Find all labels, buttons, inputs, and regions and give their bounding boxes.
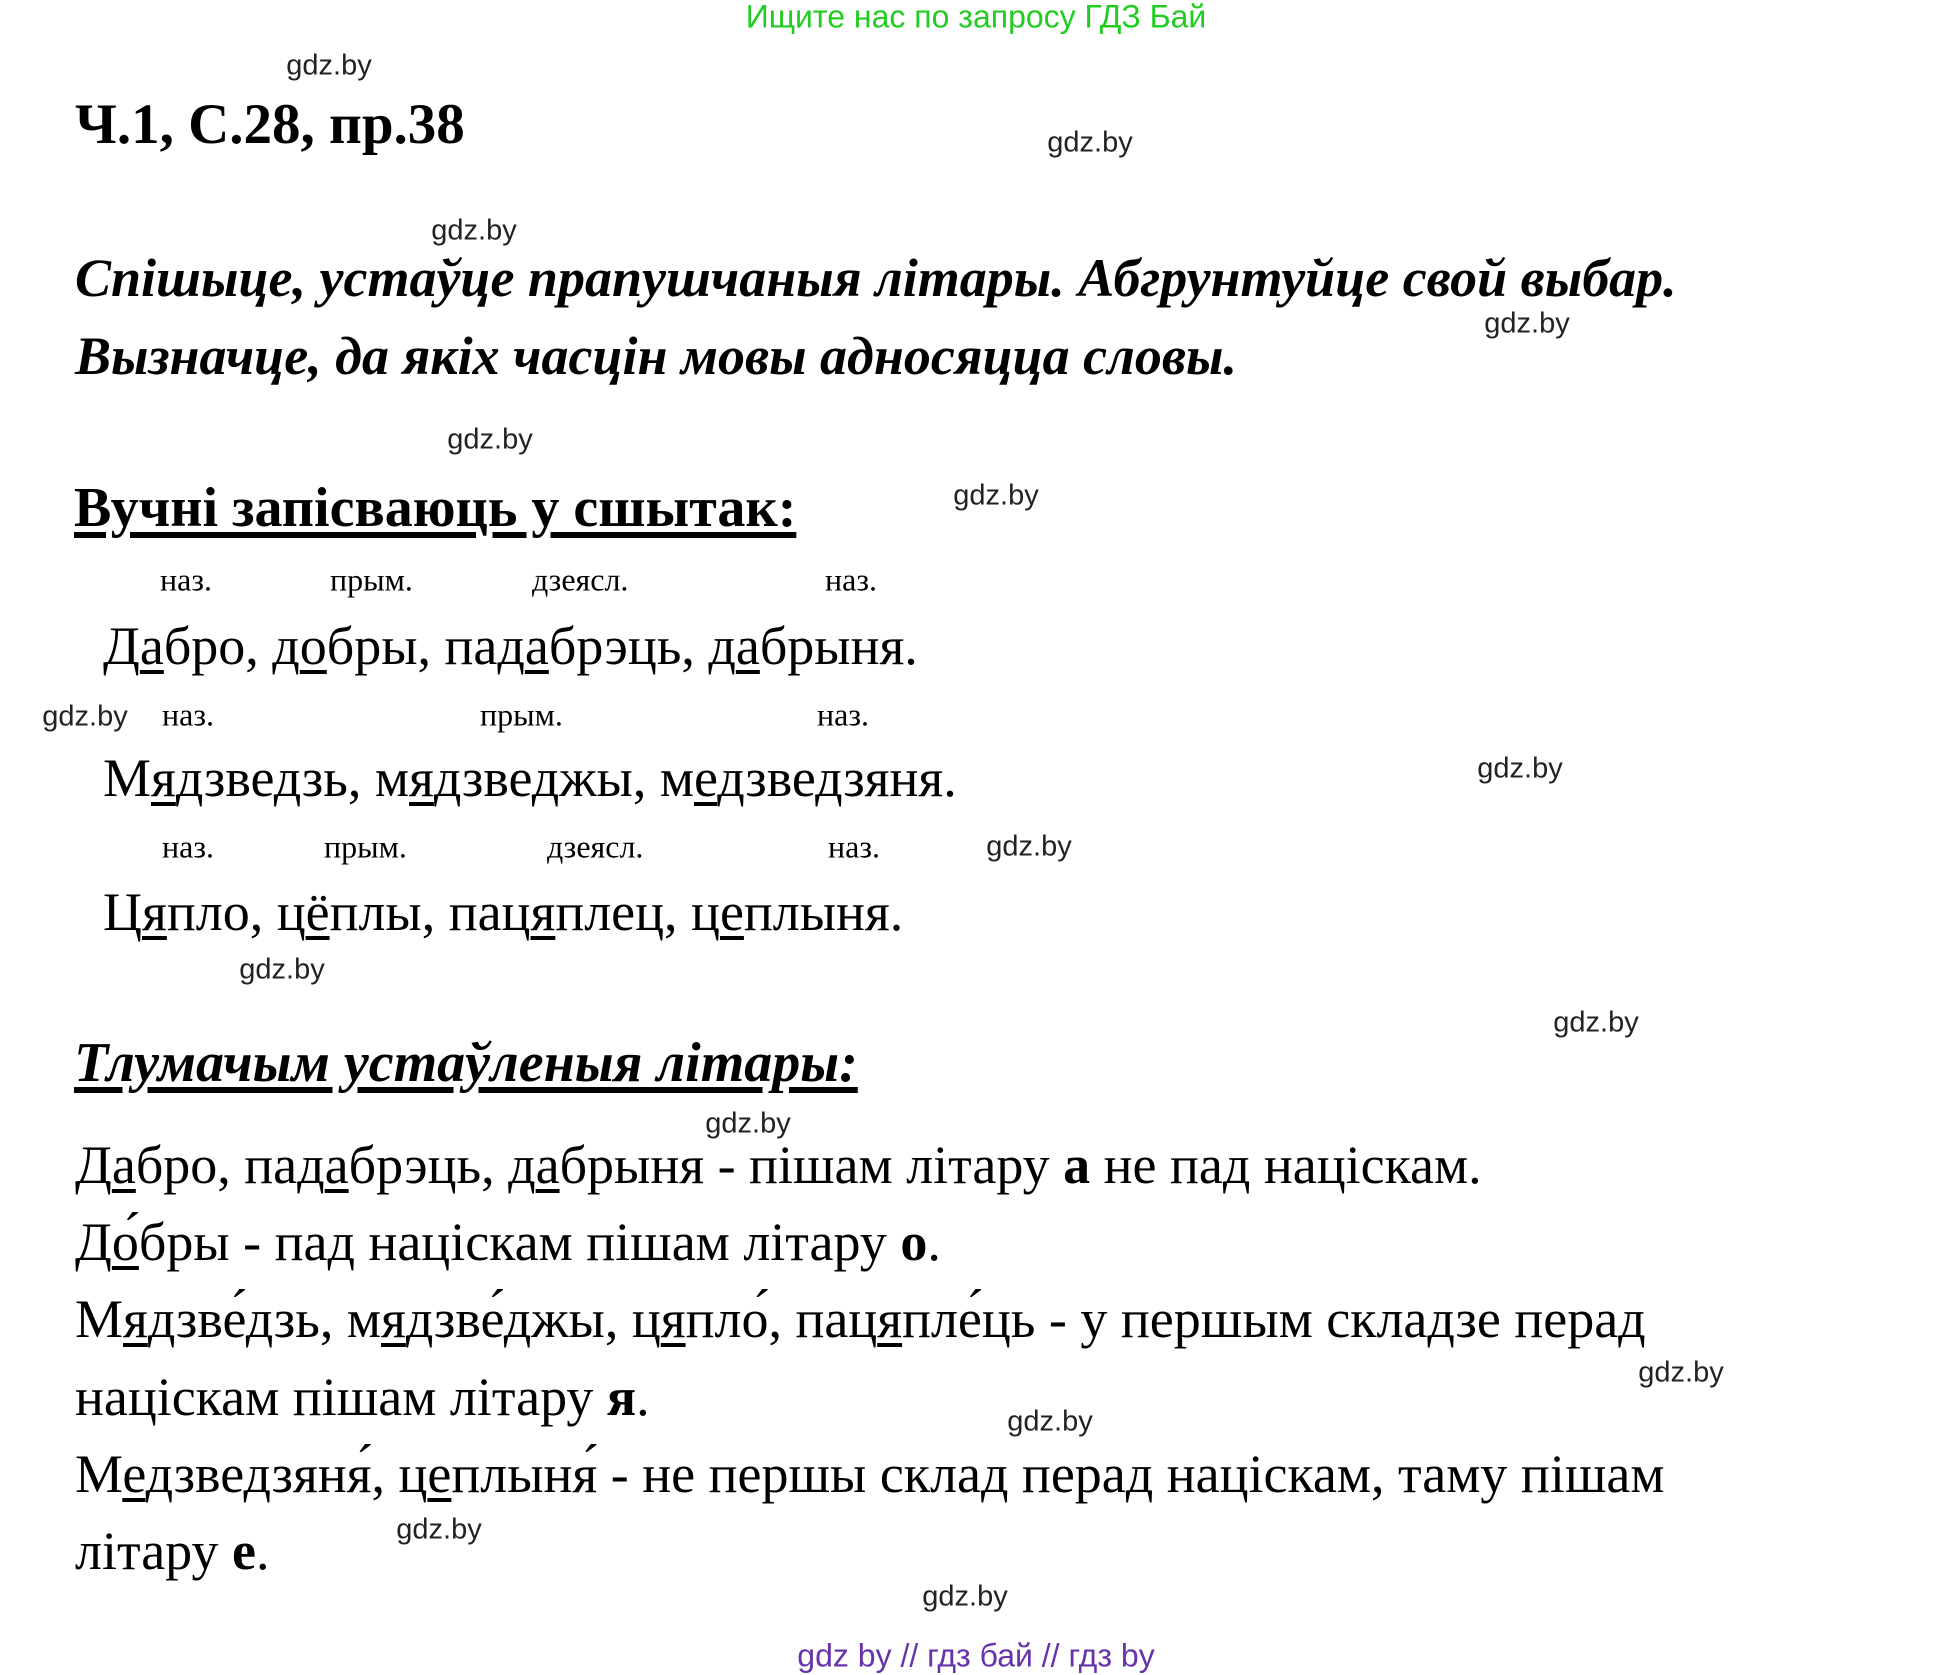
heading-explain: Тлумачым устаўленыя літары:	[74, 1032, 858, 1094]
text-segment: пло́, пац	[685, 1289, 878, 1349]
pos-label: наз.	[817, 696, 869, 733]
pos-label: дзеясл.	[547, 828, 644, 865]
text-segment: націскам пішам літару	[75, 1367, 607, 1427]
inserted-letter: я	[142, 882, 167, 942]
text-segment: брэць, д	[548, 616, 736, 676]
text-segment: бры - пад націскам пішам літару	[138, 1212, 901, 1272]
watermark: gdz.by	[953, 479, 1039, 512]
text-segment: пло, ц	[166, 882, 306, 942]
inserted-letter: а	[324, 1135, 349, 1195]
text-segment: літару	[75, 1521, 232, 1581]
text-segment: М	[75, 1444, 123, 1504]
instruction-line-2: Вызначце, да якіх часцін мовы адносяцца словы.	[75, 326, 1237, 386]
bold-letter: я	[606, 1367, 637, 1427]
text-segment: бры, пад	[326, 616, 525, 676]
pos-label: наз.	[162, 828, 214, 865]
explanation-line	[75, 1443, 1665, 1505]
bold-letter: е	[231, 1521, 256, 1581]
text-segment: Д	[103, 616, 140, 676]
text-segment: брыня.	[759, 616, 918, 676]
inserted-letter: о́	[111, 1212, 139, 1272]
inserted-letter: я	[381, 1289, 406, 1349]
bold-letter: а	[1063, 1135, 1091, 1195]
inserted-letter: е	[427, 1444, 452, 1504]
inserted-letter: о	[299, 616, 327, 676]
pos-label: наз.	[825, 561, 877, 598]
text-segment: .	[636, 1367, 650, 1427]
bold-letter: о	[900, 1212, 928, 1272]
pos-label: наз.	[828, 828, 880, 865]
explanation-line	[75, 1211, 941, 1273]
text-segment: пле́ць - у першым складзе перад	[902, 1289, 1646, 1349]
watermark: gdz.by	[396, 1513, 482, 1546]
inserted-letter: я	[530, 882, 556, 942]
watermark: gdz.by	[986, 830, 1072, 863]
text-segment: М	[103, 748, 152, 808]
watermark: gdz.by	[447, 423, 533, 456]
inserted-letter: а	[735, 616, 760, 676]
instruction-line-1: Спішыце, устаўце прапушчаныя літары. Абгрунтуйце свой выбар.	[75, 248, 1677, 308]
inserted-letter: я	[877, 1289, 903, 1349]
exercise-line-1	[103, 615, 918, 677]
explanation-line	[75, 1520, 269, 1582]
pos-label: прым.	[480, 696, 563, 733]
watermark: gdz.by	[1047, 126, 1133, 159]
text-segment: .	[255, 1521, 270, 1581]
text-segment: дзведжы, м	[433, 748, 695, 808]
inserted-letter: я	[409, 748, 434, 808]
text-segment: бро, д	[163, 616, 300, 676]
inserted-letter: а	[535, 1135, 560, 1195]
text-segment: дзведзяня.	[717, 748, 957, 808]
explanation-line	[75, 1366, 650, 1428]
inserted-letter: ё	[305, 882, 330, 942]
text-segment: брэць, д	[348, 1135, 536, 1195]
watermark: gdz.by	[1007, 1405, 1093, 1438]
inserted-letter: я	[123, 1289, 148, 1349]
watermark: gdz.by	[1477, 752, 1563, 785]
watermark: gdz.by	[286, 49, 372, 82]
watermark: gdz.by	[42, 700, 128, 733]
text-segment: Ц	[103, 882, 142, 942]
watermark: gdz.by	[1484, 307, 1570, 340]
heading-notebook: Вучні запісваюць у сшытак:	[74, 477, 797, 539]
inserted-letter: а	[524, 616, 549, 676]
text-segment: Д	[75, 1135, 112, 1195]
text-segment: плец, ц	[555, 882, 720, 942]
inserted-letter: е	[122, 1444, 146, 1504]
pos-label: наз.	[160, 561, 212, 598]
footer-links: gdz by // гдз бай // гдз by	[797, 1637, 1155, 1674]
text-segment: не пад націскам.	[1090, 1135, 1482, 1195]
text-segment: плы, пац	[329, 882, 531, 942]
pos-label: прым.	[330, 561, 413, 598]
watermark: gdz.by	[431, 214, 517, 247]
text-segment: плыня.	[743, 882, 904, 942]
explanation-line	[75, 1288, 1646, 1350]
exercise-line-3	[103, 881, 903, 943]
text-segment: бро, пад	[135, 1135, 325, 1195]
text-segment: плыня́ - не першы склад перад націскам, таму пішам	[451, 1444, 1665, 1504]
watermark: gdz.by	[922, 1580, 1008, 1613]
page-title: Ч.1, С.28, пр.38	[75, 93, 465, 156]
pos-label: дзеясл.	[532, 561, 629, 598]
text-segment: М	[75, 1289, 124, 1349]
explanation-line	[75, 1134, 1482, 1196]
watermark: gdz.by	[1638, 1356, 1724, 1389]
inserted-letter: е	[719, 882, 744, 942]
inserted-letter: а	[111, 1135, 136, 1195]
pos-label: прым.	[324, 828, 407, 865]
text-segment: дзведзь, м	[175, 748, 410, 808]
text-segment: .	[927, 1212, 941, 1272]
watermark: gdz.by	[705, 1107, 791, 1140]
inserted-letter: е	[694, 748, 718, 808]
text-segment: дзведзяня́, ц	[145, 1444, 428, 1504]
text-segment: Д	[75, 1212, 112, 1272]
text-segment: брыня - пішам літару	[559, 1135, 1064, 1195]
search-banner: Ищите нас по запросу ГДЗ Бай	[745, 0, 1207, 35]
watermark: gdz.by	[1553, 1006, 1639, 1039]
inserted-letter: а	[139, 616, 164, 676]
text-segment: дзве́джы, ц	[405, 1289, 661, 1349]
pos-label: наз.	[162, 696, 214, 733]
exercise-line-2	[103, 747, 957, 809]
text-segment: дзве́дзь, м	[147, 1289, 382, 1349]
inserted-letter: я	[660, 1289, 686, 1349]
inserted-letter: я	[151, 748, 176, 808]
watermark: gdz.by	[239, 953, 325, 986]
